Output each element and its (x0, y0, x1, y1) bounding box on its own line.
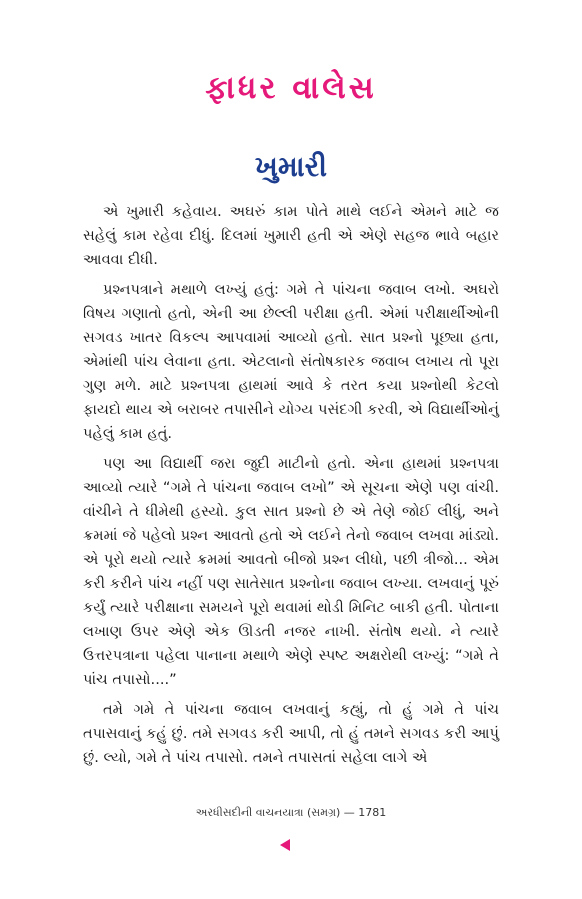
author-heading: ફાધર વાલેસ (205, 70, 377, 106)
paragraph-4: તમે ગમે તે પાંચના જવાબ લખવાનું કહ્યું, તો હું ગમે તે પાંચ તપાસવાનું કહું છું. તમે સગવડ કરી આપી, તો હું તમને સગવડ કરી આપું છું. લ્યો, ગમે તે પાંચ તપાસો. તમને તપાસતાં સહેલા લાગે એ (83, 701, 499, 766)
page-footer: અરધીસદીની વાચનયાત્રા (સમગ્ર) — 1781 (195, 806, 387, 819)
story-title: ખુમારી (254, 150, 328, 183)
story-body (83, 200, 499, 776)
left-triangle-arrow-icon[interactable] (280, 839, 290, 851)
paragraph-1: એ ખુમારી કહેવાય. અઘરું કામ પોતે માથે લઈને એમને માટે જ સહેલું કામ રહેવા દીધું. દિલમાં ખુમારી હતી એ એણે સહજ ભાવે બહાર આવવા દીધી. (83, 203, 499, 268)
paragraph-2: પ્રશ્નપત્રાને મથાળે લખ્યું હતું: ગમે તે પાંચના જવાબ લખો. અઘરો વિષય ગણાતો હતો, એની આ છેલ્લી પરીક્ષા હતી. એમાં પરીક્ષાર્થીઓની સગવડ ખાતર વિકલ્પ આપવામાં આવ્યો હતો. સાત પ્રશ્નો પૂછ્યા હતા, એમાંથી પાંચ લેવાના હતા. એટલાનો સંતોષકારક જવાબ લખાય તો પૂરા ગુણ મળે. માટે પ્રશ્નપત્રા હાથમાં આવે કે તરત કયા પ્રશ્નોથી કેટલો ફાયદો થાય એ બરાબર તપાસીને યોગ્ય પસંદગી કરવી, એ વિદ્યાર્થીઓનું પહેલું કામ હતું. (83, 281, 499, 442)
paragraph-3: પણ આ વિદ્યાર્થી જરા જુદી માટીનો હતો. એના હાથમાં પ્રશ્નપત્રા આવ્યો ત્યારે “ગમે તે પાંચના જવાબ લખો” એ સૂચના એણે પણ વાંચી. વાંચીને તે ધીમેથી હસ્યો. કુલ સાત પ્રશ્નો છે એ તેણે જોઈ લીધું, અને ક્રમમાં જે પહેલો પ્રશ્ન આવતો હતો એ લઈને તેનો જવાબ લખવા માંડ્યો. એ પૂરો થયો ત્યારે ક્રમમાં આવતો બીજો પ્રશ્ન લીધો, પછી ત્રીજો... એમ કરી કરીને પાંચ નહીં પણ સાતેસાત પ્રશ્નોના જવાબ લખ્યા. લખવાનું પૂરું કર્યું ત્યારે પરીક્ષાના સમયને પૂરો થવામાં થોડી મિનિટ બાકી હતી. પોતાના લખાણ ઉપર એણે એક ઊડતી નજર નાખી. સંતોષ થયો. ને ત્યારે ઉત્તરપત્રાના પહેલા પાનાના મથાળે એણે સ્પષ્ટ અક્ષરોથી લખ્યું: “ગમે તે પાંચ તપાસો....” (83, 455, 499, 688)
